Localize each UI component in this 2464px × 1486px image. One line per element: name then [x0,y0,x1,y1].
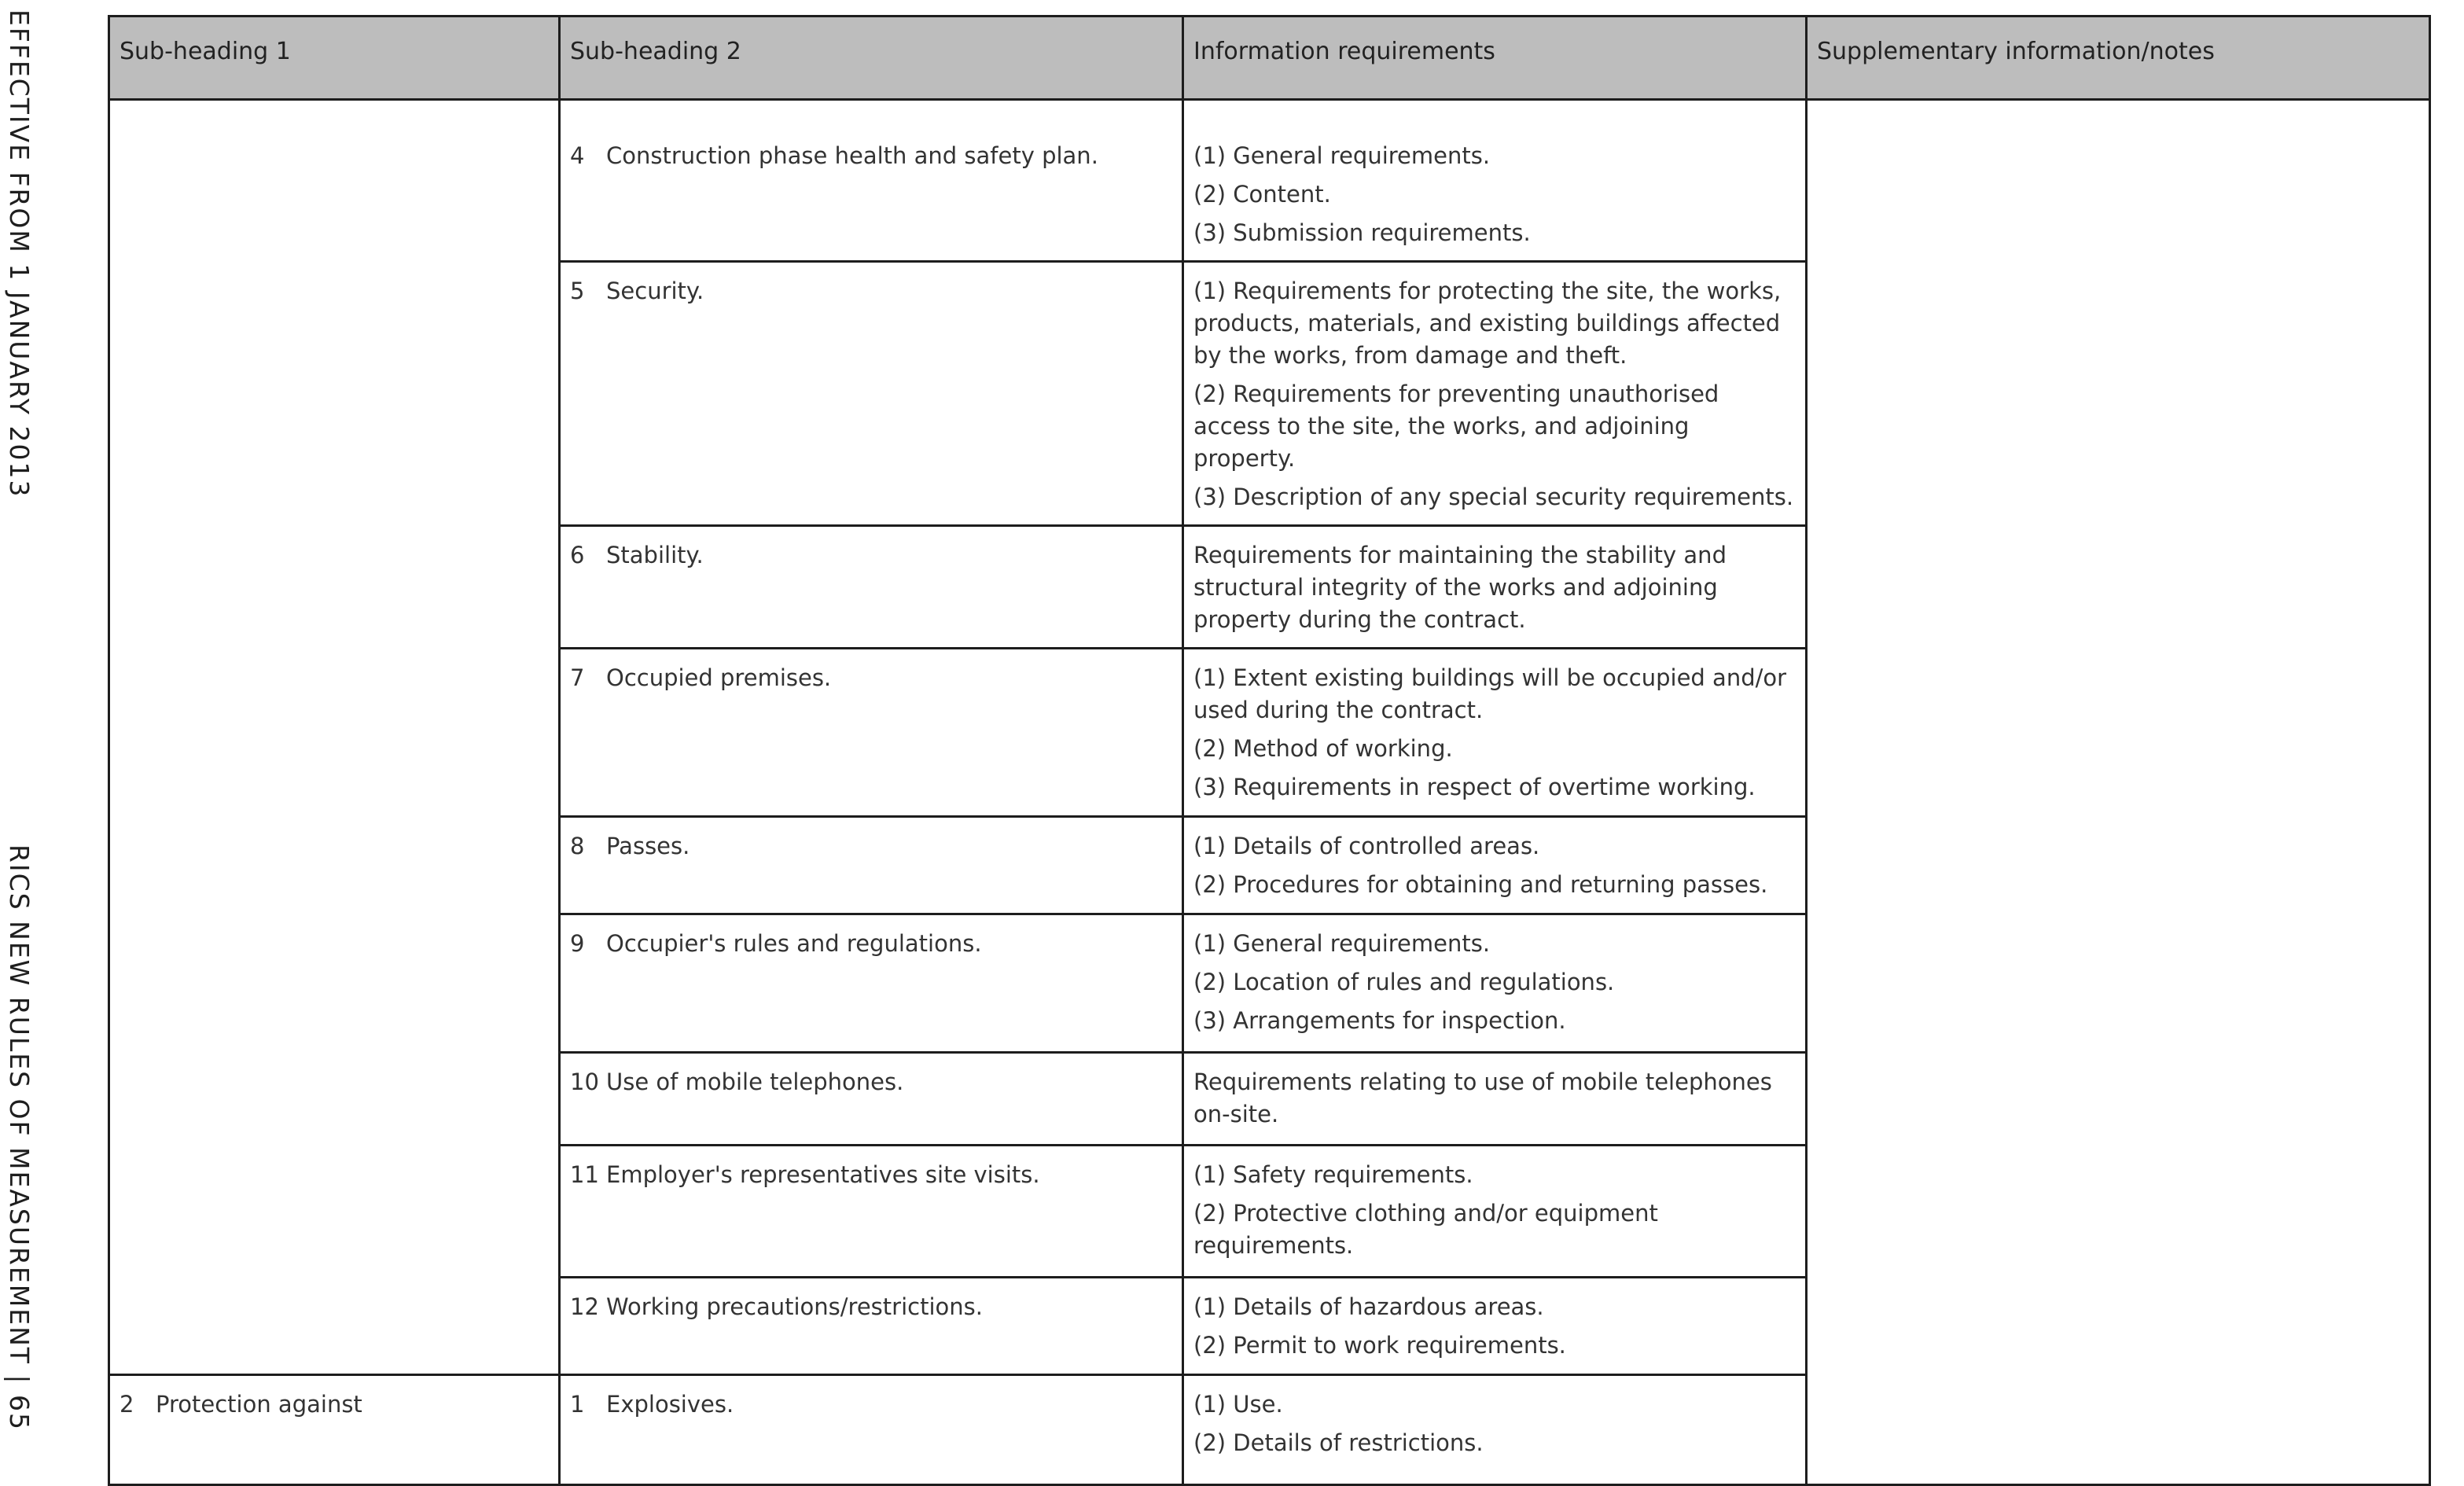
requirement-line: (2) Content. [1193,181,1331,208]
requirement-line: (2) Permit to work requirements. [1193,1332,1566,1359]
sub-heading-1-cell [109,100,560,1375]
information-cell [1183,914,1807,1053]
information-cell [1183,262,1807,526]
requirement-line: Requirements for maintaining the stability and structural integrity of the works and adjoining property during the contract. [1193,542,1727,633]
item-title: Occupier's rules and regulations. [606,930,982,957]
margin-header-text: EFFECTIVE FROM 1 JANUARY 2013 [4,9,35,498]
information-cell [1183,649,1807,817]
information-cell [1183,526,1807,649]
sub-heading-2-cell [560,1053,1183,1146]
item-number: 6 [570,542,585,568]
sub-heading-2-cell [560,526,1183,649]
item-number: 1 [570,1391,585,1418]
item-title: Use of mobile telephones. [606,1069,904,1095]
requirement-line: (1) General requirements. [1193,142,1491,169]
item-number: 9 [570,930,585,957]
item-title: Working precautions/restrictions. [606,1293,983,1320]
information-requirements-table [108,15,2431,1486]
sub-heading-2-cell [560,100,1183,262]
header-sub-heading-1: Sub-heading 1 [109,17,560,100]
sub-heading-2-cell [560,1278,1183,1375]
requirement-line: (1) General requirements. [1193,930,1491,957]
item-title: Passes. [606,833,690,859]
requirement-line: (2) Procedures for obtaining and returning passes. [1193,871,1768,898]
requirement-line: (1) Details of hazardous areas. [1193,1293,1544,1320]
item-title: Protection against [156,1391,362,1418]
requirement-line: (3) Description of any special security requirements. [1193,484,1794,510]
sub-heading-2-cell [560,1375,1183,1485]
requirement-line: (2) Protective clothing and/or equipment requirements. [1193,1200,1658,1259]
item-number: 12 [570,1293,599,1320]
information-cell [1183,1053,1807,1146]
item-number: 5 [570,278,585,304]
requirement-line: (3) Arrangements for inspection. [1193,1007,1566,1034]
header-supplementary-notes: Supplementary information/notes [1807,17,2430,100]
item-number: 8 [570,833,585,859]
supplementary-notes-cell [1807,100,2430,1485]
item-title: Security. [606,278,704,304]
sub-heading-2-cell [560,914,1183,1053]
sub-heading-2-cell [560,262,1183,526]
item-title: Occupied premises. [606,664,832,691]
requirement-line: (3) Submission requirements. [1193,219,1531,246]
requirement-line: (1) Use. [1193,1391,1283,1418]
item-number: 7 [570,664,585,691]
information-cell [1183,1278,1807,1375]
information-cell [1183,817,1807,914]
margin-footer-page-label: RICS NEW RULES OF MEASUREMENT | 65 [4,844,35,1432]
header-sub-heading-2: Sub-heading 2 [560,17,1183,100]
information-cell [1183,1375,1807,1485]
sub-heading-2-cell [560,1146,1183,1278]
table-header-row [109,17,2430,100]
item-number: 4 [570,142,585,169]
requirement-line: (2) Details of restrictions. [1193,1429,1484,1456]
header-information-requirements: Information requirements [1183,17,1807,100]
requirement-line: (3) Requirements in respect of overtime working. [1193,774,1756,800]
requirement-line: (1) Extent existing buildings will be occupied and/or used during the contract. [1193,664,1787,723]
requirement-line: (1) Safety requirements. [1193,1161,1473,1188]
item-number: 2 [120,1391,134,1418]
requirement-line: Requirements relating to use of mobile telephones on-site. [1193,1069,1772,1127]
sub-heading-2-cell [560,649,1183,817]
item-title: Explosives. [606,1391,734,1418]
requirement-line: (1) Requirements for protecting the site, the works, products, materials, and existing buildings affected by the works, from damage and theft. [1193,278,1782,369]
requirement-line: (2) Method of working. [1193,735,1453,762]
item-number: 11 [570,1161,599,1188]
sub-heading-1-cell [109,1375,560,1485]
information-cell [1183,1146,1807,1278]
requirement-line: (1) Details of controlled areas. [1193,833,1540,859]
item-number: 10 [570,1069,599,1095]
sub-heading-2-cell [560,817,1183,914]
requirement-line: (2) Location of rules and regulations. [1193,969,1615,995]
item-title: Construction phase health and safety plan. [606,142,1098,169]
table-row [109,100,2430,262]
information-cell [1183,100,1807,262]
item-title: Stability. [606,542,704,568]
item-title: Employer's representatives site visits. [606,1161,1040,1188]
requirement-line: (2) Requirements for preventing unauthorised access to the site, the works, and adjoining property. [1193,381,1719,472]
